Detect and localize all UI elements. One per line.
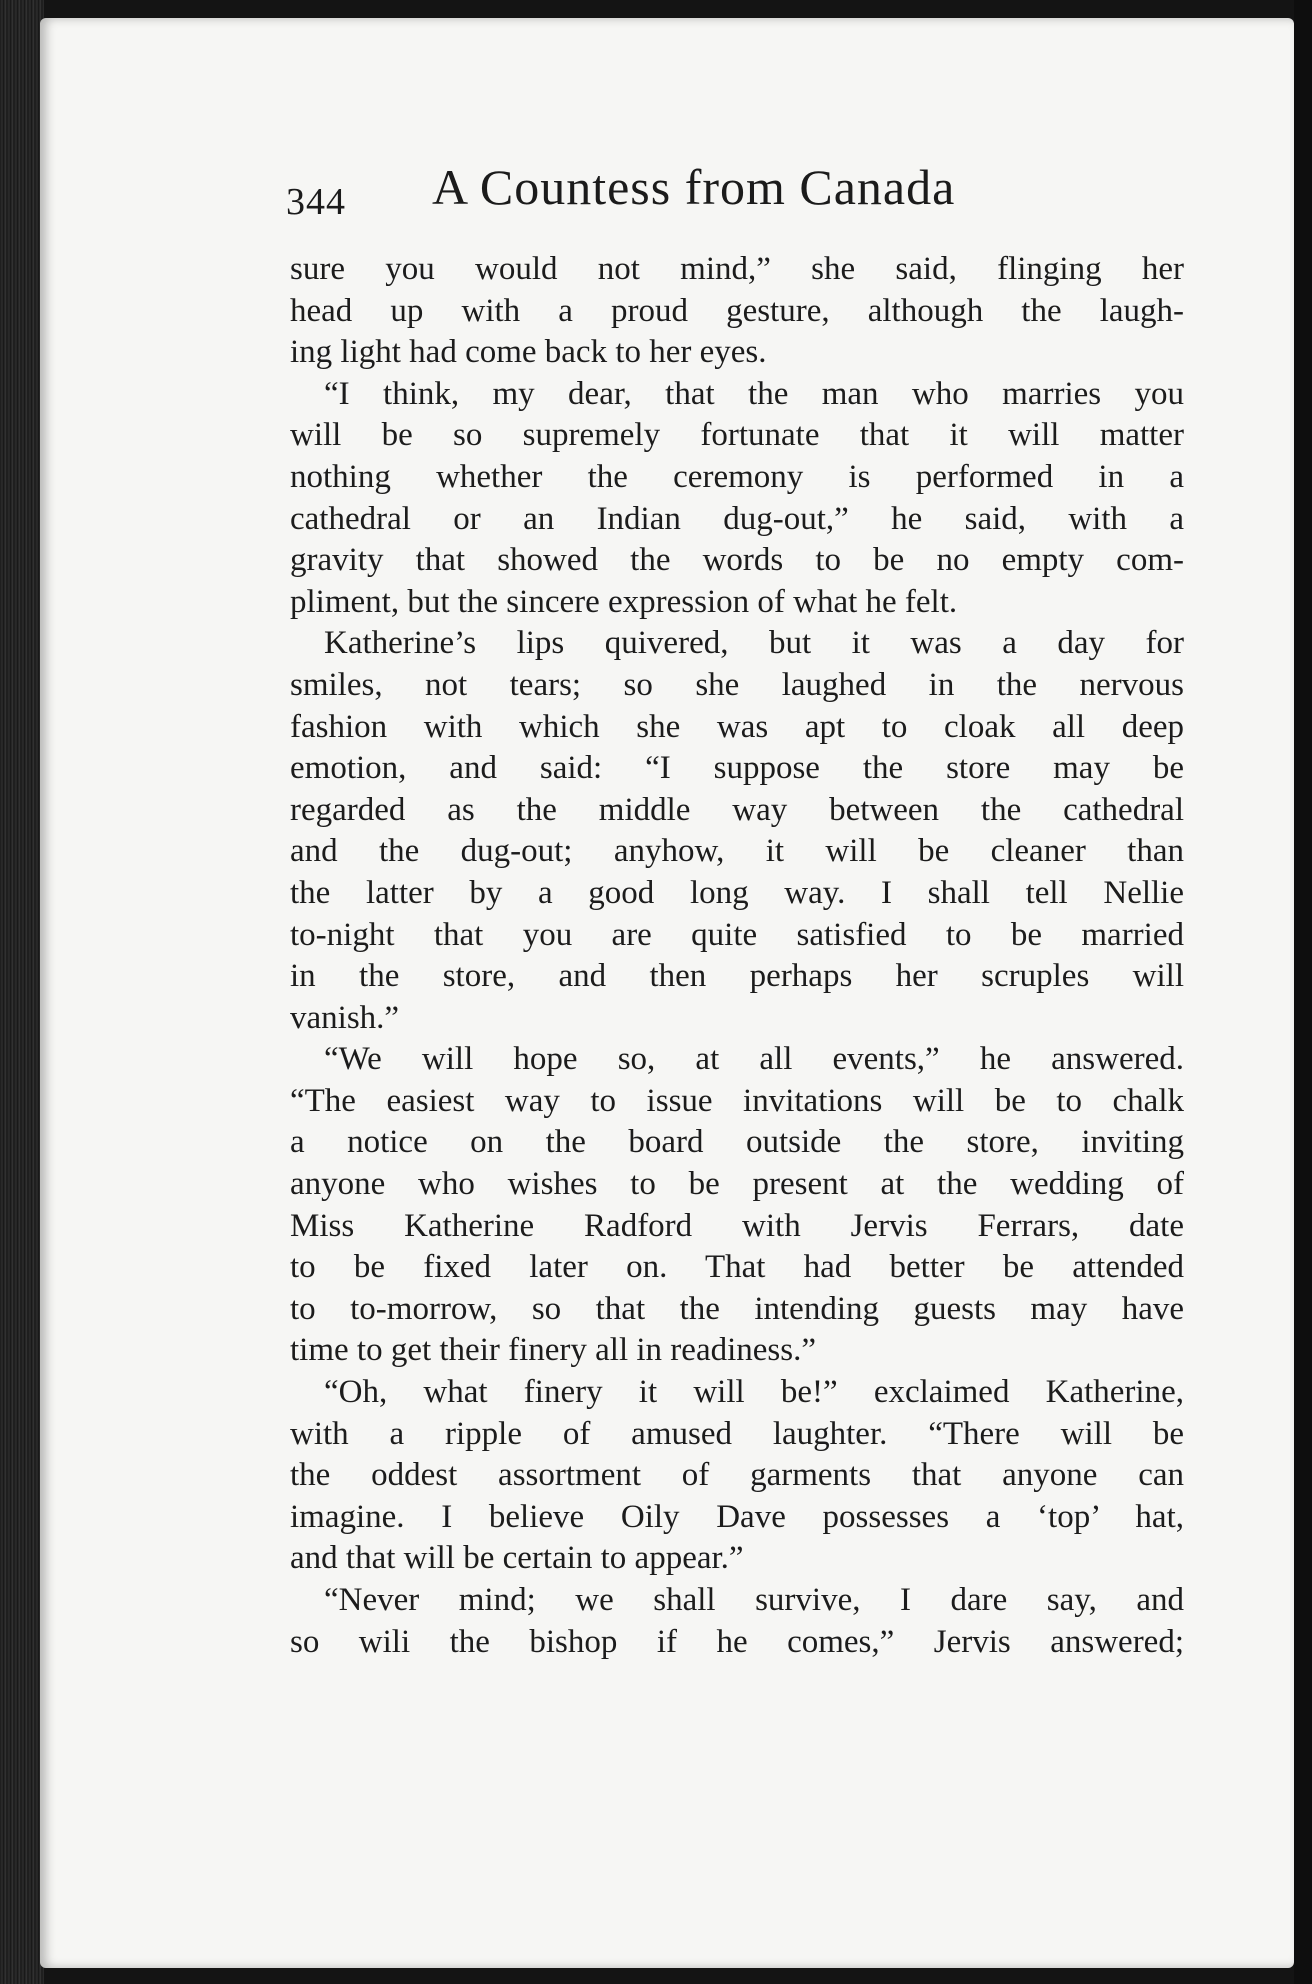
text-line: pliment, but the sincere expression of what he felt.	[290, 583, 958, 620]
text-line: time to get their finery all in readiness.”	[290, 1332, 816, 1369]
text-line: Katherine’s lips quivered, but it was a day for	[324, 625, 1184, 662]
page-number: 344	[286, 181, 346, 223]
text-line: cathedral or an Indian dug-out,” he said, with a	[290, 500, 1184, 537]
text-line: will be so supremely fortunate that it will matter	[290, 417, 1184, 454]
text-line: the oddest assortment of garments that anyone can	[290, 1457, 1184, 1494]
text-line: to to-morrow, so that the intending guests may have	[290, 1290, 1184, 1327]
book-page-edges-left	[0, 0, 44, 1984]
text-line: vanish.”	[290, 999, 400, 1036]
text-line: nothing whether the ceremony is performed in a	[290, 458, 1184, 495]
page-header	[286, 158, 1046, 228]
text-line: “Never mind; we shall survive, I dare say, and	[324, 1582, 1184, 1618]
text-line: in the store, and then perhaps her scruples will	[290, 958, 1184, 995]
text-line: so wili the bishop if he comes,” Jervis answered;	[290, 1623, 1184, 1660]
text-line: “The easiest way to issue invitations will be to chalk	[290, 1082, 1184, 1119]
book-page-edge-right	[1294, 0, 1312, 1984]
body-text	[290, 249, 1184, 1663]
text-line: and the dug-out; anyhow, it will be cleaner than	[290, 833, 1184, 870]
text-line: smiles, not tears; so she laughed in the nervous	[290, 666, 1184, 703]
text-line: fashion with which she was apt to cloak all deep	[290, 708, 1184, 745]
text-line: regarded as the middle way between the cathedral	[290, 791, 1184, 828]
text-line: imagine. I believe Oily Dave possesses a ‘top’ hat,	[290, 1498, 1184, 1535]
text-line: with a ripple of amused laughter. “There will be	[290, 1415, 1184, 1452]
text-line: “I think, my dear, that the man who marries you	[324, 375, 1184, 412]
text-line: Miss Katherine Radford with Jervis Ferrars, date	[290, 1207, 1184, 1244]
text-line: to be fixed later on. That had better be attended	[290, 1249, 1184, 1286]
text-line: emotion, and said: “I suppose the store may be	[290, 750, 1184, 787]
text-line: sure you would not mind,” she said, flinging her	[290, 251, 1184, 287]
text-line: ing light had come back to her eyes.	[290, 334, 767, 371]
text-line: the latter by a good long way. I shall tell Nellie	[290, 874, 1184, 911]
text-line: and that will be certain to appear.”	[290, 1540, 744, 1577]
text-line: gravity that showed the words to be no empty com-	[290, 542, 1184, 579]
text-line: a notice on the board outside the store, inviting	[290, 1124, 1184, 1161]
text-line: to-night that you are quite satisfied to be married	[290, 916, 1184, 953]
text-line: “We will hope so, at all events,” he answered.	[324, 1041, 1184, 1078]
text-line: anyone who wishes to be present at the wedding of	[290, 1166, 1184, 1203]
text-line: “Oh, what finery it will be!” exclaimed Katherine,	[324, 1374, 1184, 1411]
text-line: head up with a proud gesture, although the laugh-	[290, 292, 1184, 329]
running-title: A Countess from Canada	[432, 159, 956, 215]
